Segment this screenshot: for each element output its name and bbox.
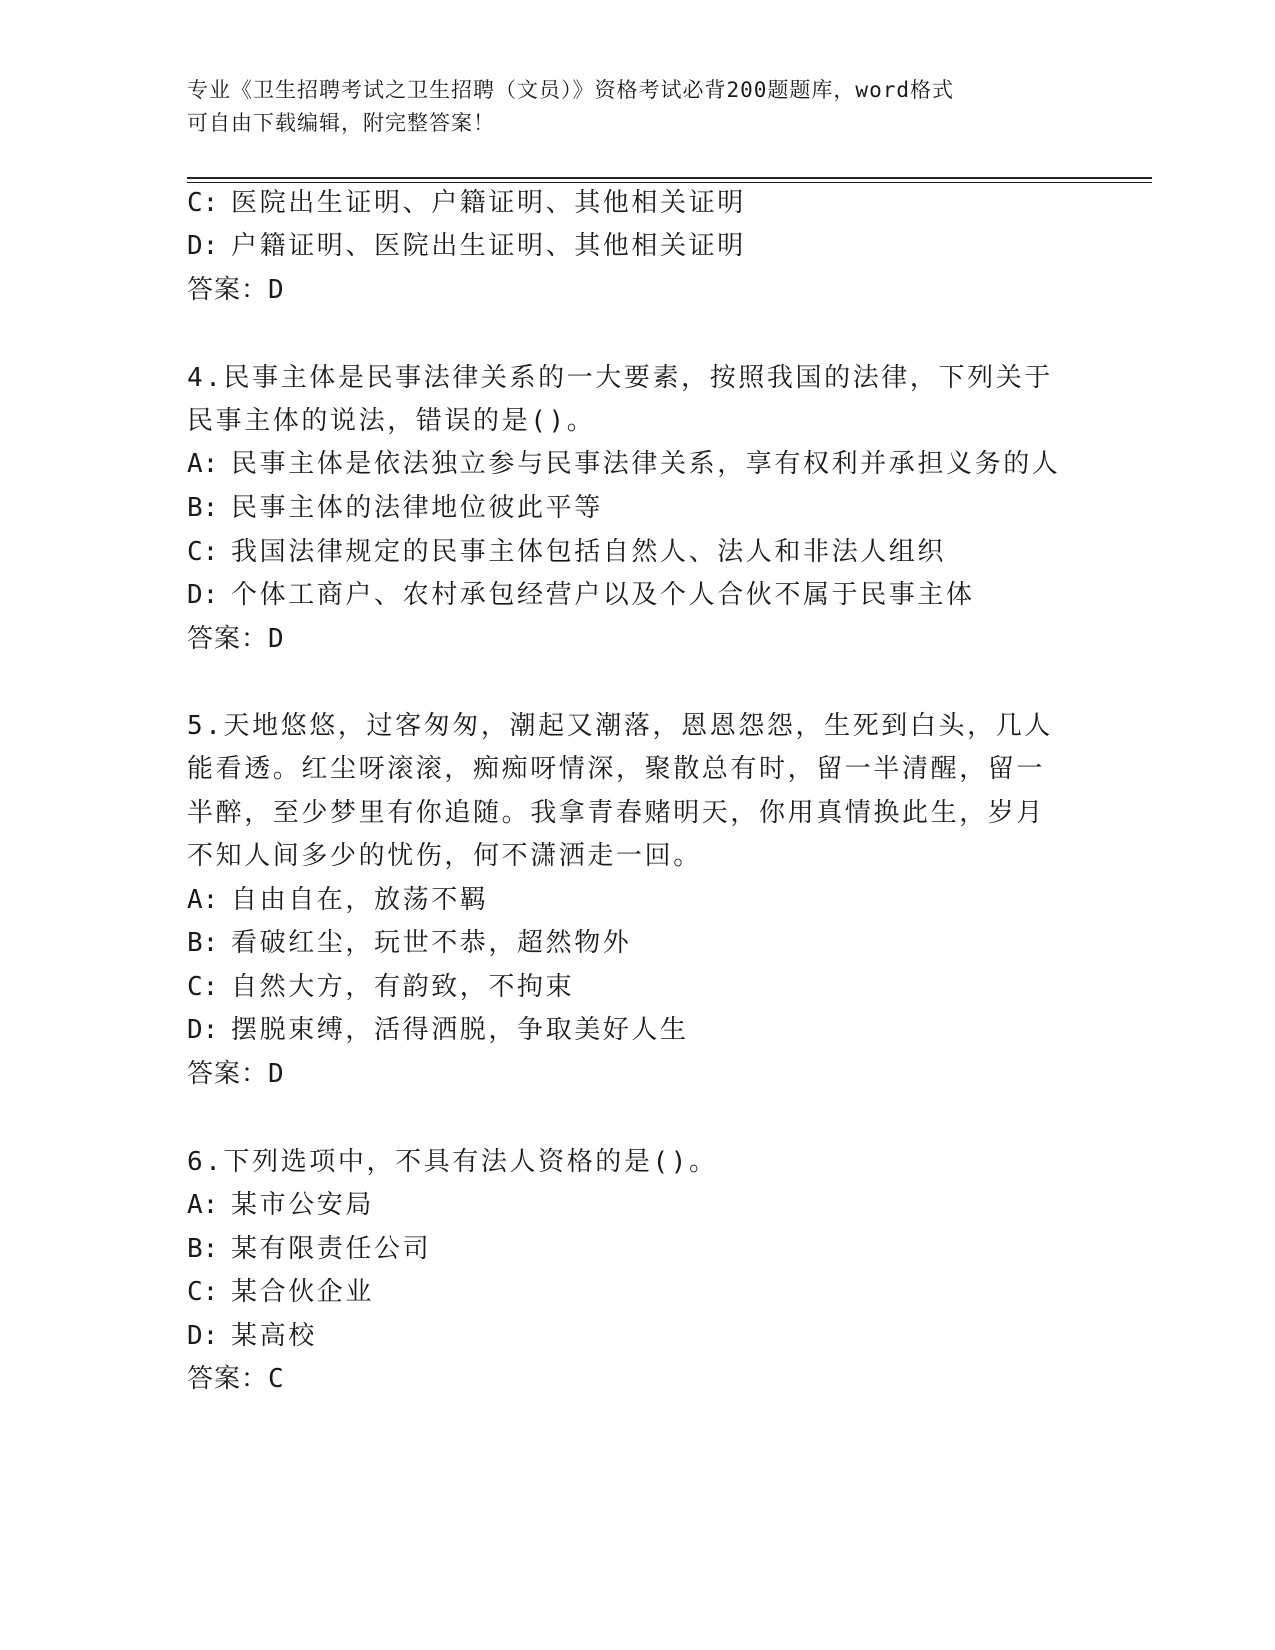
option-d bbox=[187, 229, 746, 263]
option-letter: A: bbox=[187, 1190, 219, 1220]
option-letter: D: bbox=[187, 580, 219, 610]
option-letter: C: bbox=[187, 1277, 219, 1307]
question-stem-line: 能看透。红尘呀滚滚，痴痴呀情深，聚散总有时，留一半清醒，留一 bbox=[187, 754, 1046, 784]
answer: 答案：C bbox=[187, 1364, 285, 1394]
option-letter: C: bbox=[187, 972, 219, 1002]
option-text: 某合伙企业 bbox=[231, 1277, 375, 1307]
option-letter: B: bbox=[187, 493, 219, 523]
option-b bbox=[187, 926, 631, 960]
option-text: 某有限责任公司 bbox=[231, 1234, 432, 1264]
question-stem-line: 6.下列选项中，不具有法人资格的是()。 bbox=[187, 1147, 718, 1177]
question-stem-line: 不知人间多少的忧伤，何不潇洒走一回。 bbox=[187, 841, 702, 871]
option-text: 自然大方，有韵致，不拘束 bbox=[231, 972, 575, 1002]
question-stem-line: 民事主体的说法，错误的是()。 bbox=[187, 406, 596, 436]
header-divider-thick bbox=[187, 177, 1152, 179]
option-text: 看破红尘，玩世不恭，超然物外 bbox=[231, 928, 632, 958]
option-c bbox=[187, 186, 746, 220]
option-text: 个体工商户、农村承包经营户以及个人合伙不属于民事主体 bbox=[231, 580, 975, 610]
option-d bbox=[187, 578, 975, 612]
option-c bbox=[187, 535, 946, 569]
answer: 答案：D bbox=[187, 624, 285, 654]
header-line-2: 可自由下载编辑，附完整答案！ bbox=[187, 111, 495, 135]
question-stem-line: 5.天地悠悠，过客匆匆，潮起又潮落，恩恩怨怨，生死到白头，几人 bbox=[187, 711, 1053, 741]
option-text: 某市公安局 bbox=[231, 1190, 375, 1220]
question-stem-line: 半醉，至少梦里有你追随。我拿青春赌明天，你用真情换此生，岁月 bbox=[187, 798, 1046, 828]
option-c bbox=[187, 970, 574, 1004]
option-letter: D: bbox=[187, 231, 219, 261]
option-text: 我国法律规定的民事主体包括自然人、法人和非法人组织 bbox=[231, 537, 947, 567]
answer: 答案：D bbox=[187, 275, 285, 305]
option-text: 摆脱束缚，活得洒脱，争取美好人生 bbox=[231, 1015, 689, 1045]
option-letter: A: bbox=[187, 885, 219, 915]
question-stem-line: 4.民事主体是民事法律关系的一大要素，按照我国的法律，下列关于 bbox=[187, 363, 1053, 393]
option-a bbox=[187, 1188, 374, 1222]
option-c bbox=[187, 1275, 374, 1309]
option-b bbox=[187, 491, 603, 525]
option-letter: D: bbox=[187, 1015, 219, 1045]
option-text: 某高校 bbox=[231, 1321, 317, 1351]
option-a bbox=[187, 447, 1060, 481]
document-header bbox=[187, 74, 1087, 140]
option-letter: A: bbox=[187, 449, 219, 479]
option-b bbox=[187, 1232, 431, 1266]
option-d bbox=[187, 1319, 317, 1353]
option-text: 民事主体的法律地位彼此平等 bbox=[231, 493, 603, 523]
option-letter: D: bbox=[187, 1321, 219, 1351]
header-divider-thin bbox=[187, 182, 1152, 183]
option-letter: B: bbox=[187, 1234, 219, 1264]
option-letter: C: bbox=[187, 537, 219, 567]
option-text: 自由自在，放荡不羁 bbox=[231, 885, 489, 915]
answer: 答案：D bbox=[187, 1059, 285, 1089]
option-text: 户籍证明、医院出生证明、其他相关证明 bbox=[231, 231, 746, 261]
option-text: 医院出生证明、户籍证明、其他相关证明 bbox=[231, 188, 746, 218]
option-a bbox=[187, 883, 488, 917]
option-text: 民事主体是依法独立参与民事法律关系，享有权利并承担义务的人 bbox=[231, 449, 1061, 479]
option-letter: B: bbox=[187, 928, 219, 958]
option-letter: C: bbox=[187, 188, 219, 218]
option-d bbox=[187, 1013, 689, 1047]
header-line-1: 专业《卫生招聘考试之卫生招聘（文员）》资格考试必背200题题库，word格式 bbox=[187, 78, 954, 102]
